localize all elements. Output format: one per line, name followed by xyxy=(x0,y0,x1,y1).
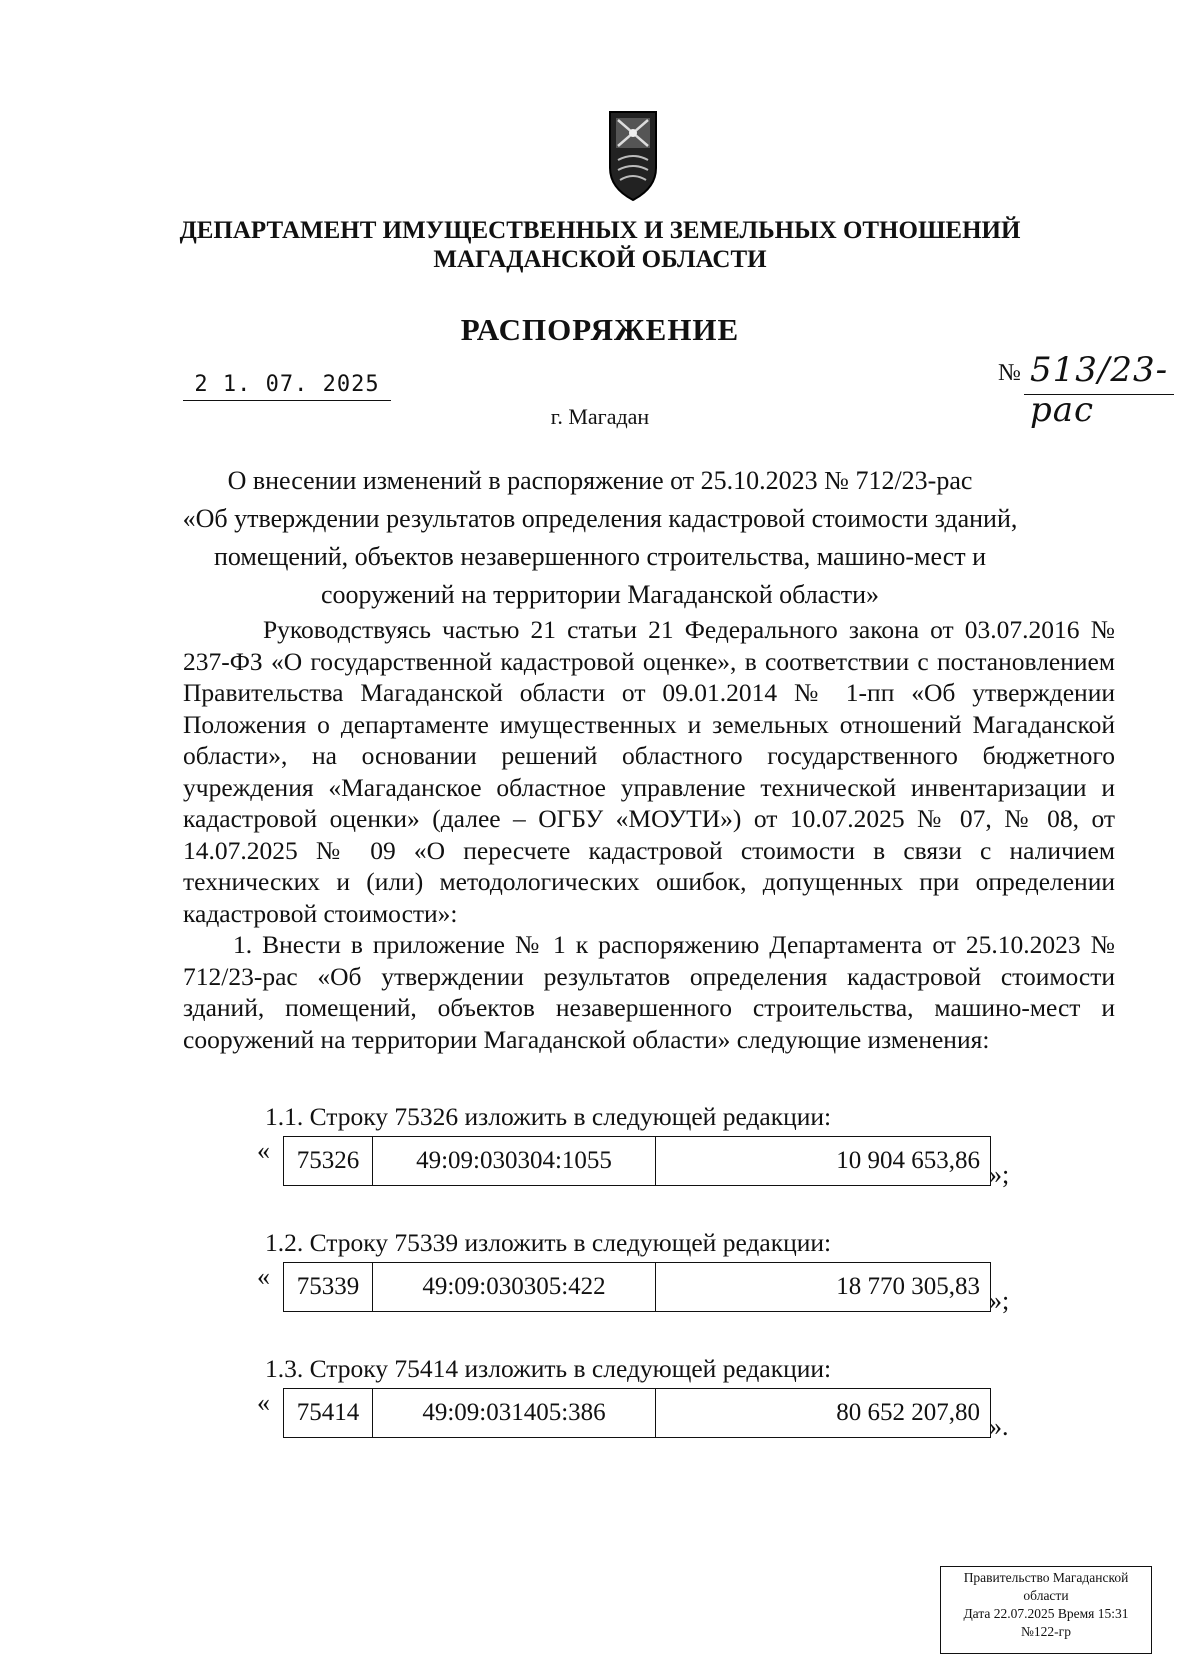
clause-1-2: 1.2. Строку 75339 изложить в следующей редакции: xyxy=(265,1228,832,1257)
subject-line: помещений, объектов незавершенного строительства, машино-мест и xyxy=(213,542,987,571)
cadastral-value-cell: 80 652 207,80 xyxy=(656,1389,991,1438)
quote-close: »; xyxy=(989,1286,1010,1315)
cadastral-value-cell: 10 904 653,86 xyxy=(656,1137,991,1186)
cadastral-number-cell: 49:09:030305:422 xyxy=(373,1263,656,1312)
subject-line: О внесении изменений в распоряжение от 25.10.2023 № 712/23-рас xyxy=(227,466,973,495)
number-label: № xyxy=(998,360,1021,386)
clause-1-1: 1.1. Строку 75326 изложить в следующей редакции: xyxy=(265,1102,832,1131)
preamble-paragraph: Руководствуясь частью 21 статьи 21 Федерального закона от 03.07.2016 № 237-ФЗ «О государственной кадастровой оценке», в соответствии с постановлением Правительства Магаданской области от 09.01.2014 № 1-пп «Об утверждении Положения о департаменте имущественных и земельных отношений Магаданской области», на основании решений областного государственного бюджетного учреждения «Магаданское областное управление технической инвентаризации и кадастровой оценки» (далее – ОГБУ «МОУТИ») от 10.07.2025 № 07, № 08, от 14.07.2025 № 09 «О пересчете кадастровой стоимости в связи с наличием технических и (или) методологических ошибок, допущенных при определении кадастровой стоимости»: xyxy=(183,615,1115,928)
document-subject xyxy=(160,462,1040,614)
row-number-cell: 75414 xyxy=(284,1389,373,1438)
stamp-line: области xyxy=(1023,1588,1069,1603)
document-date: 2 1. 07. 2025 xyxy=(194,372,380,397)
cadastral-value-cell: 18 770 305,83 xyxy=(656,1263,991,1312)
clause-1-3: 1.3. Строку 75414 изложить в следующей редакции: xyxy=(265,1354,832,1383)
item-1-paragraph: 1. Внести в приложение № 1 к распоряжению Департамента от 25.10.2023 № 712/23-рас «Об утверждении результатов определения кадастровой стоимости зданий, помещений, объектов незавершенного строительства, машино-мест и сооружений на территории Магаданской области» следующие изменения: xyxy=(183,930,1115,1054)
row-number-cell: 75339 xyxy=(284,1263,373,1312)
table-row xyxy=(284,1137,991,1186)
table-row xyxy=(284,1263,991,1312)
city: г. Магадан xyxy=(550,404,650,429)
department-name-line2: МАГАДАНСКОЙ ОБЛАСТИ xyxy=(433,246,767,273)
department-name-line1: ДЕПАРТАМЕНТ ИМУЩЕСТВЕННЫХ И ЗЕМЕЛЬНЫХ ОТНОШЕНИЙ xyxy=(179,217,1021,244)
document-number-handwritten: 513/23-рас xyxy=(1030,350,1169,430)
stamp-line: Дата 22.07.2025 Время 15:31 xyxy=(963,1606,1129,1621)
quote-open: « xyxy=(257,1388,270,1417)
change-table-3 xyxy=(283,1388,991,1438)
quote-close: ». xyxy=(989,1412,1009,1441)
subject-line: «Об утверждении результатов определения кадастровой стоимости зданий, xyxy=(182,504,1018,533)
quote-close: »; xyxy=(989,1160,1010,1189)
quote-open: « xyxy=(257,1262,270,1291)
registration-stamp xyxy=(940,1566,1152,1654)
document-body xyxy=(183,614,1115,1055)
change-table-2 xyxy=(283,1262,991,1312)
subject-line: сооружений на территории Магаданской области» xyxy=(320,580,880,609)
table-row xyxy=(284,1389,991,1438)
magadan-coat-of-arms-icon xyxy=(608,108,658,202)
number-underline xyxy=(1024,394,1174,395)
row-number-cell: 75326 xyxy=(284,1137,373,1186)
cadastral-number-cell: 49:09:030304:1055 xyxy=(373,1137,656,1186)
stamp-line: №122-гр xyxy=(1021,1624,1071,1639)
change-table-1 xyxy=(283,1136,991,1186)
date-underline xyxy=(183,400,391,401)
document-type-title: РАСПОРЯЖЕНИЕ xyxy=(460,312,740,347)
quote-open: « xyxy=(257,1136,270,1165)
stamp-line: Правительство Магаданской xyxy=(963,1570,1129,1585)
cadastral-number-cell: 49:09:031405:386 xyxy=(373,1389,656,1438)
